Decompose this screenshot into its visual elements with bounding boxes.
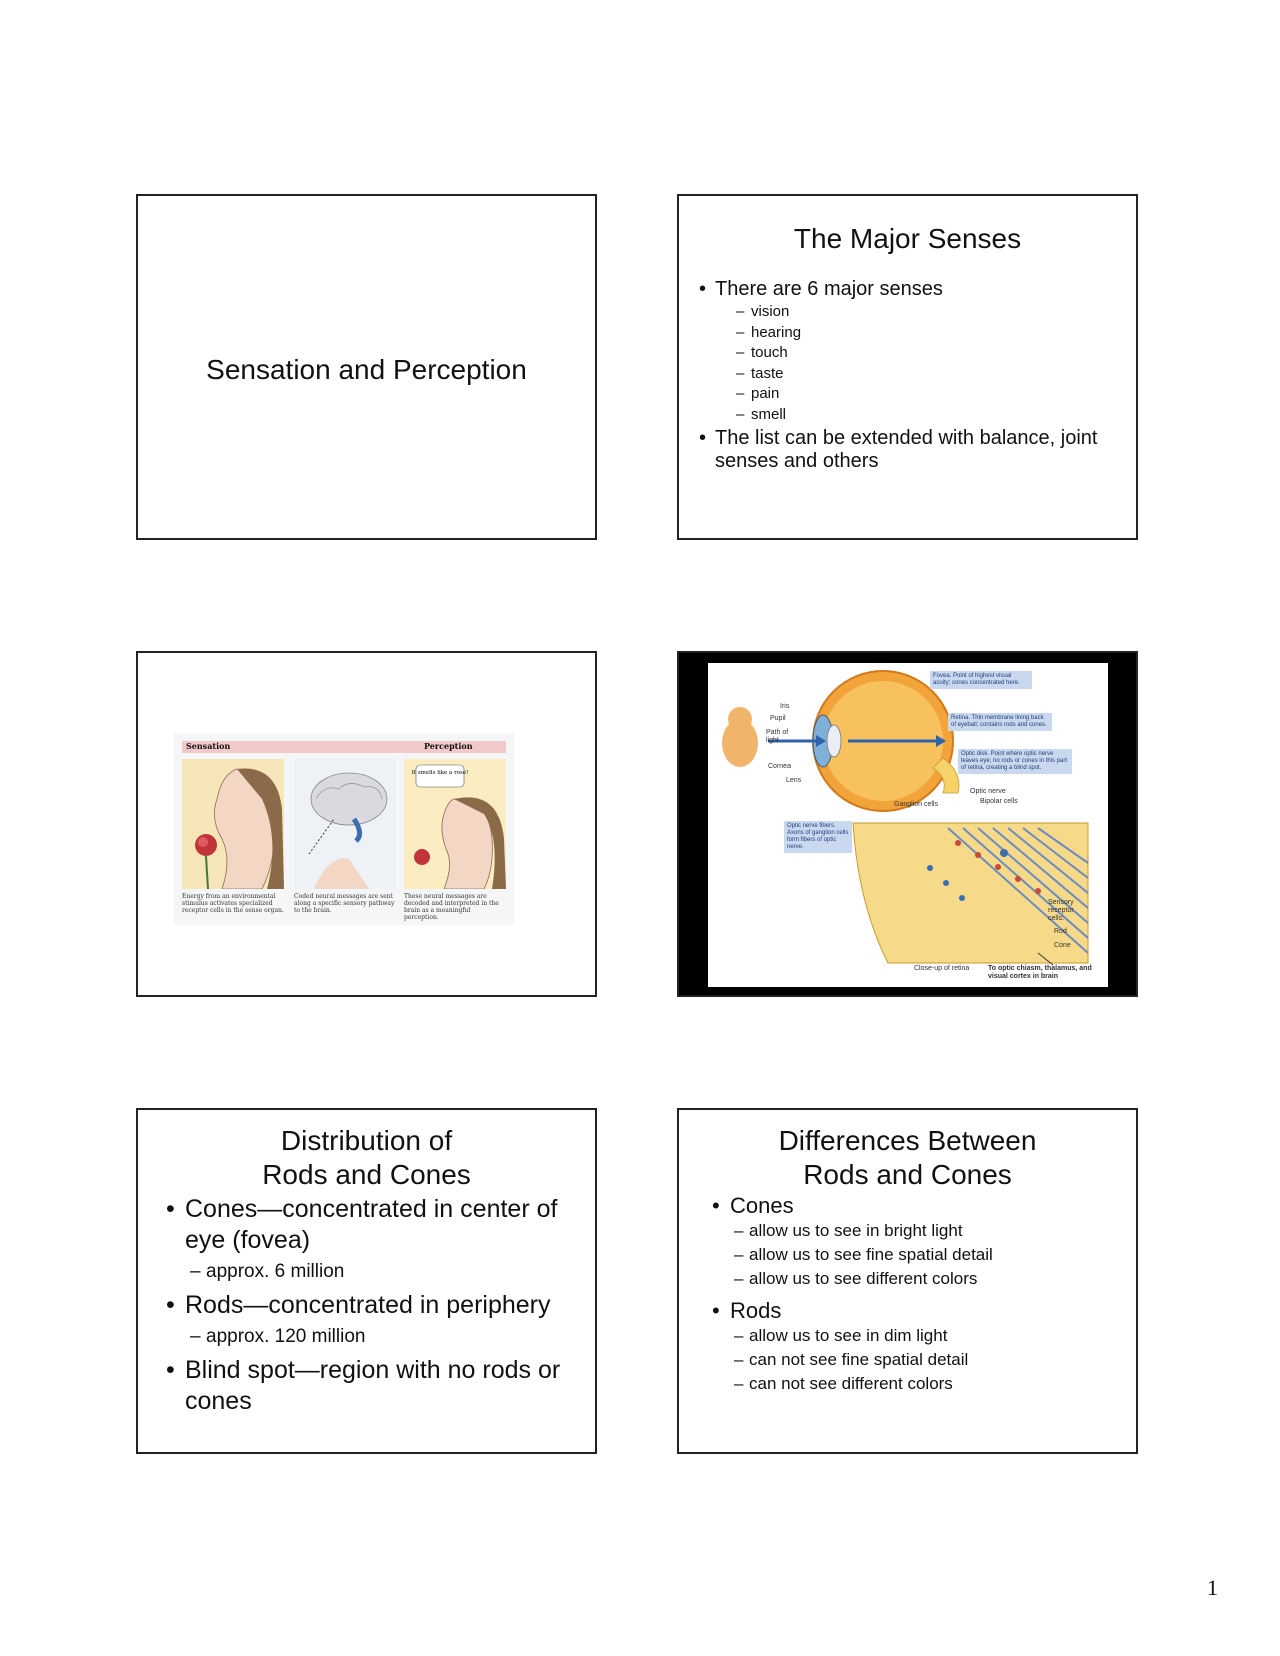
bullet: • Rods — [679, 1297, 1136, 1324]
path-of-light-label: Path of light — [766, 729, 789, 744]
slide-sensation-perception — [136, 194, 597, 540]
pupil-label: Pupil — [770, 715, 786, 722]
ganglion-cells-label: Ganglion cells — [894, 801, 938, 808]
cornea-label: Cornea — [768, 763, 791, 770]
sensation-label: Sensation — [186, 741, 231, 751]
slide-sensation-figure — [136, 651, 597, 997]
sub-bullet: – approx. 6 million — [138, 1259, 595, 1285]
sub-list-wrap — [138, 1324, 595, 1350]
title-line: Rods and Cones — [262, 1159, 471, 1190]
sub-bullet: – allow us to see in dim light — [679, 1324, 1136, 1348]
bullet: • Cones — [679, 1192, 1136, 1219]
sub-list-wrap — [679, 1219, 1136, 1291]
optic-nerve-label: Optic nerve — [970, 788, 1006, 795]
bullet-list — [679, 1192, 1136, 1396]
speech-bubble-text: It smells like a rose! — [411, 770, 469, 776]
slide-title: The Major Senses — [793, 223, 1022, 254]
sensation-perception-figure — [174, 733, 514, 925]
rod-label: Rod — [1054, 928, 1067, 935]
to-brain-label: To optic chiasm, thalamus, and visual cortex in brain — [988, 965, 1092, 980]
panel-brain — [294, 759, 396, 889]
cones-list — [679, 1219, 1136, 1291]
sub-bullet: – allow us to see different colors — [679, 1267, 1136, 1291]
optic-disk-callout: Optic disk. Point where optic nerve leaves eye; no rods or cones in this part of retina, creating a blind spot. — [958, 749, 1072, 774]
bullet-list — [138, 1194, 595, 1417]
slide-major-senses — [677, 194, 1138, 540]
bullet: • There are 6 major senses — [679, 278, 1136, 301]
sense-item: – hearing — [679, 323, 1136, 344]
sensory-receptor-label: Sensory receptor cells: — [1048, 899, 1074, 922]
closeup-label: Close-up of retina — [914, 965, 970, 972]
sub-bullet: – allow us to see in bright light — [679, 1219, 1136, 1243]
slide-distribution-rods-cones — [136, 1108, 597, 1454]
sense-item: – touch — [679, 343, 1136, 364]
caption-sensation: Energy from an environmental stimulus activates specialized receptor cells in the sense organ. — [182, 893, 284, 914]
slide-title — [679, 1124, 1136, 1192]
sense-item: – vision — [679, 302, 1136, 323]
slide-differences-rods-cones — [677, 1108, 1138, 1454]
slide-title: Sensation and Perception — [206, 354, 527, 385]
title-line: Rods and Cones — [803, 1159, 1012, 1190]
bullet: • Cones—concentrated in center of eye (fovea) — [138, 1194, 595, 1256]
sub-bullet: – can not see different colors — [679, 1372, 1136, 1396]
bullet: • Rods—concentrated in periphery — [138, 1290, 595, 1321]
eye-anatomy-figure — [708, 663, 1108, 987]
rods-list — [679, 1324, 1136, 1396]
slide-eye-anatomy — [677, 651, 1138, 997]
caption-pathway: Coded neural messages are sent along a specific sensory pathway to the brain. — [294, 893, 395, 914]
retina-callout: Retina. Thin membrane lining back of eyeball; contains rods and cones. — [948, 713, 1052, 731]
sub-list-wrap — [679, 1324, 1136, 1396]
cone-label: Cone — [1054, 942, 1071, 949]
page-number: 1 — [1207, 1575, 1218, 1600]
optic-nerve-fibers-callout: Optic nerve fibers. Axons of ganglion cells form fibers of optic nerve. — [784, 821, 852, 853]
eye-diagram — [708, 663, 1108, 987]
caption-perception: These neural messages are decoded and interpreted in the brain as a meaningful perception. — [404, 893, 499, 921]
sub-list-wrap — [138, 1259, 595, 1285]
iris-label: Iris — [780, 703, 790, 710]
sub-list-wrap — [679, 302, 1136, 425]
bullet: • The list can be extended with balance, joint senses and others — [679, 427, 1136, 473]
perception-label: Perception — [424, 741, 473, 751]
sense-item: – pain — [679, 384, 1136, 405]
bullet: • Blind spot—region with no rods or cones — [138, 1355, 595, 1417]
senses-list — [679, 302, 1136, 425]
title-line: Distribution of — [280, 1125, 453, 1156]
sub-bullet: – approx. 120 million — [138, 1324, 595, 1350]
lens-label: Lens — [786, 777, 802, 784]
panel-smell-rose — [182, 759, 284, 889]
bipolar-cells-label: Bipolar cells — [980, 798, 1018, 805]
slide-title — [138, 1124, 595, 1192]
title-line: Differences Between — [778, 1125, 1037, 1156]
sense-item: – smell — [679, 405, 1136, 426]
sub-bullet: – allow us to see fine spatial detail — [679, 1243, 1136, 1267]
bullet-list — [679, 278, 1136, 473]
sub-bullet: – can not see fine spatial detail — [679, 1348, 1136, 1372]
panel-perception — [404, 759, 506, 889]
sense-item: – taste — [679, 364, 1136, 385]
fovea-callout: Fovea. Point of highest visual acuity; cones concentrated here. — [930, 671, 1032, 689]
